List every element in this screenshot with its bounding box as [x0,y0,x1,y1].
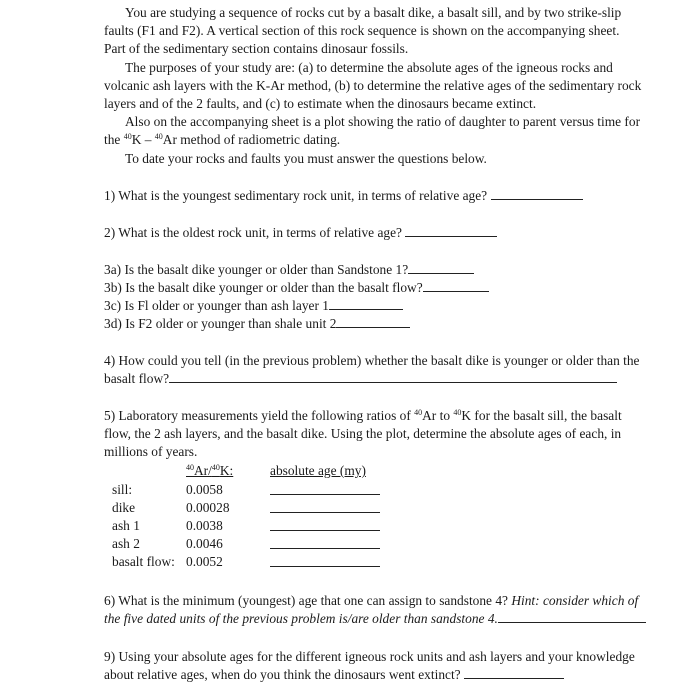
question-1 [104,187,583,204]
row-label-dike: dike [112,500,136,515]
answer-blank-3d[interactable] [336,316,410,328]
text: the [104,132,124,147]
hint-text: Hint: consider which of [511,593,639,608]
superscript: 40 [414,408,423,417]
text: Ar/ [194,463,212,478]
answer-blank-ash1[interactable] [270,530,380,531]
row-ratio-dike: 0.00028 [186,500,230,515]
intro-p2-line3: layers and of the 2 faults, and (c) to estimate when the dinosaurs became extinct. [104,96,537,111]
question-2 [104,224,497,241]
question-4-line1: 4) How could you tell (in the previous problem) whether the basalt dike is younger or older than the [104,353,640,368]
row-label-sill: sill: [112,482,133,497]
superscript: 40 [186,463,194,472]
answer-blank-basalt-flow[interactable] [270,566,380,567]
answer-blank-3b[interactable] [423,280,489,292]
intro-p1-line1: You are studying a sequence of rocks cut by a basalt dike, a basalt sill, and by two strike-slip [125,5,622,20]
question-text: 2) What is the oldest rock unit, in terms of relative age? [104,225,402,240]
row-label-ash2: ash 2 [112,536,140,551]
absolute-age-column-header: absolute age (my) [270,463,366,478]
row-ratio-sill: 0.0058 [186,482,223,497]
intro-p2-line2: volcanic ash layers with the K-Ar method, (b) to determine the relative ages of the sedimentary rock [104,78,642,93]
question-text: basalt flow? [104,371,170,386]
question-6-line1 [104,592,638,609]
question-text: 3b) Is the basalt dike younger or older than the basalt flow? [104,280,423,295]
question-text: 3c) Is Fl older or younger than ash layer 1 [104,298,329,313]
answer-blank-3a[interactable] [408,262,474,274]
text: K for the basalt sill, the basalt [461,408,622,423]
text: Ar to [422,408,454,423]
question-3d [104,315,410,332]
answer-blank-3c[interactable] [329,298,403,310]
hint-text: the five dated units of the previous problem is/are older than sandstone 4. [104,611,498,626]
intro-p4: To date your rocks and faults you must answer the questions below. [125,151,487,166]
superscript: 40 [211,463,220,472]
question-3b [104,279,489,296]
answer-blank-2[interactable] [405,225,497,237]
answer-blank-4[interactable] [169,371,617,383]
intro-p2-line1: The purposes of your study are: (a) to determine the absolute ages of the igneous rocks and [125,60,613,75]
ratio-column-header [186,462,233,479]
question-text: 6) What is the minimum (youngest) age that one can assign to sandstone 4? [104,593,512,608]
intro-p3-line2 [104,131,340,148]
text: K: [219,463,234,478]
question-3a [104,261,474,278]
answer-blank-6[interactable] [498,611,646,623]
answer-blank-ash2[interactable] [270,548,380,549]
row-ratio-ash2: 0.0046 [186,536,223,551]
question-9-line1: 9) Using your absolute ages for the different igneous rock units and ash layers and your knowledge [104,649,635,664]
superscript: 40 [123,132,132,141]
question-3c [104,297,403,314]
question-5-line1 [104,407,622,424]
question-text: 3d) Is F2 older or younger than shale unit 2 [104,316,337,331]
question-9-line2 [104,666,564,683]
superscript: 40 [154,132,163,141]
answer-blank-sill[interactable] [270,494,380,495]
intro-p1-line2: faults (F1 and F2). A vertical section of this rock sequence is shown on the accompanying sheet. [104,23,620,38]
intro-p1-line3: Part of the sedimentary section contains dinosaur fossils. [104,41,409,56]
answer-blank-dike[interactable] [270,512,380,513]
question-text: 3a) Is the basalt dike younger or older than Sandstone 1? [104,262,409,277]
question-5-line2: flow, the 2 ash layers, and the basalt dike. Using the plot, determine the absolute ages of each, in [104,426,622,441]
superscript: 40 [453,408,462,417]
row-label-basalt-flow: basalt flow: [112,554,175,569]
answer-blank-9[interactable] [464,667,564,679]
intro-p3-line1: Also on the accompanying sheet is a plot showing the ratio of daughter to parent versus time for [125,114,641,129]
question-text: about relative ages, when do you think the dinosaurs went extinct? [104,667,461,682]
question-6-line2 [104,610,646,627]
row-label-ash1: ash 1 [112,518,140,533]
row-ratio-basalt-flow: 0.0052 [186,554,223,569]
text: K – [131,132,155,147]
text: 5) Laboratory measurements yield the following ratios of [104,408,415,423]
question-text: 1) What is the youngest sedimentary rock unit, in terms of relative age? [104,188,488,203]
row-ratio-ash1: 0.0038 [186,518,223,533]
question-5-line3: millions of years. [104,444,198,459]
answer-blank-1[interactable] [491,188,583,200]
text: Ar method of radiometric dating. [162,132,341,147]
question-4-line2 [104,370,617,387]
